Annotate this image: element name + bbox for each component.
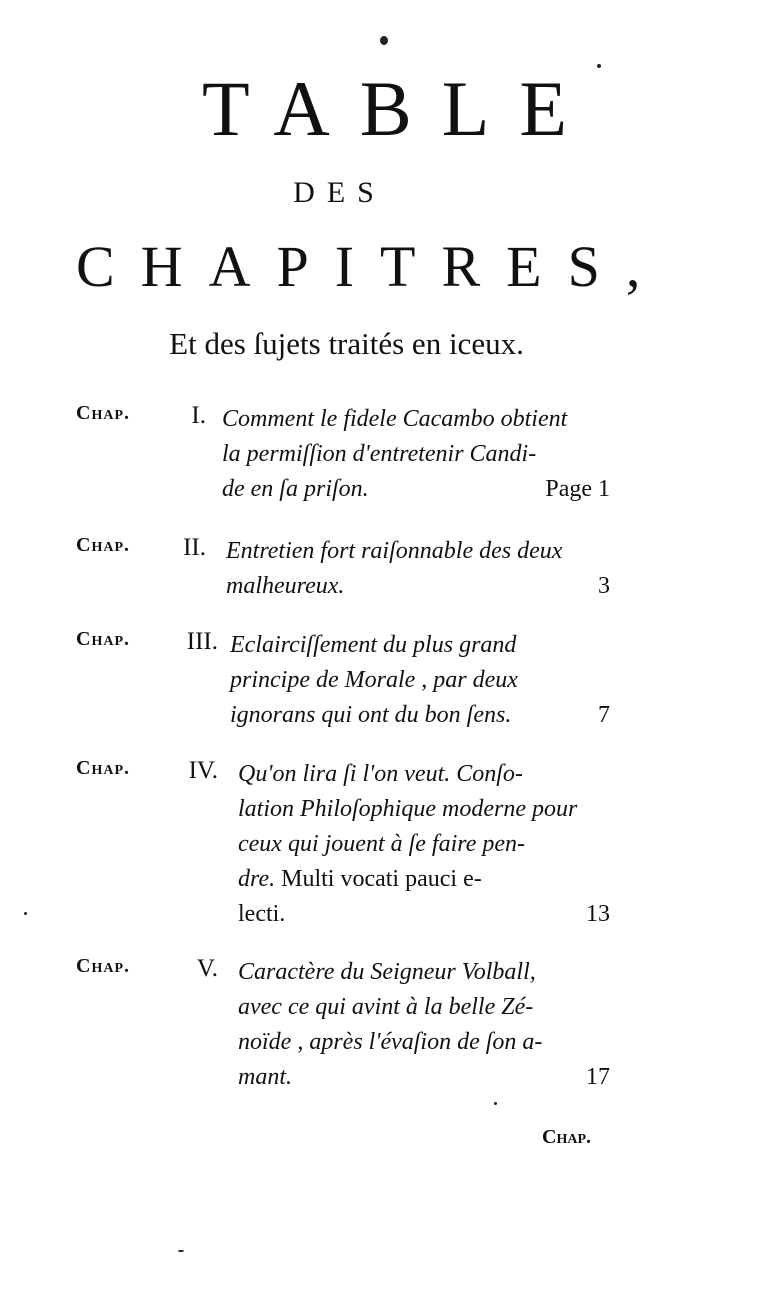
summary-line: dre. Multi vocati pauci e- <box>238 866 482 892</box>
chapter-number: II. <box>183 534 206 561</box>
summary-line: malheureux. 3 <box>226 569 610 604</box>
chapter-summary <box>222 402 610 507</box>
summary-line: ignorans qui ont du bon ſens. 7 <box>230 698 610 733</box>
page-reference: 7 <box>598 702 610 728</box>
summary-line: Caractère du Seigneur Volball, <box>238 959 536 985</box>
ink-speck <box>24 912 27 915</box>
chapter-number: IV. <box>188 757 218 784</box>
catchword: Chap. <box>542 1126 591 1148</box>
summary-line: Eclairciſſement du plus grand <box>230 632 517 658</box>
summary-line: la permiſſion d'entretenir Candi- <box>222 441 537 467</box>
summary-line: de en ſa priſon. Page 1 <box>222 472 610 507</box>
chapter-summary <box>226 534 610 604</box>
ink-speck <box>380 36 388 45</box>
page-reference: 17 <box>586 1064 610 1090</box>
summary-line: mant. 17 <box>238 1060 610 1095</box>
summary-line: Entretien fort raiſonnable des deux <box>226 538 563 564</box>
chapter-label: Chap. <box>76 534 130 556</box>
summary-line <box>238 897 610 932</box>
ink-speck <box>494 1102 497 1105</box>
page-reference: 3 <box>598 573 610 599</box>
page-title: TABLE <box>201 65 598 152</box>
title-chapitres: CHAPITRES, <box>76 234 667 299</box>
summary-line: ceux qui jouent à ſe faire pen- <box>238 831 526 857</box>
chapter-summary <box>238 955 610 1095</box>
summary-line: noïde , après l'évaſion de ſon a- <box>238 1029 543 1055</box>
chapter-summary <box>238 757 610 932</box>
ink-speck <box>597 64 601 68</box>
page-reference: Page 1 <box>545 476 610 502</box>
page-reference: 13 <box>586 901 610 927</box>
summary-line: avec ce qui avint à la belle Zé- <box>238 994 534 1020</box>
chapter-number: V. <box>196 955 218 982</box>
title-des: DES <box>293 176 386 209</box>
summary-line: Qu'on lira ſi l'on veut. Conſo- <box>238 761 523 787</box>
summary-line: lation Philoſophique moderne pour <box>238 796 578 822</box>
chapter-label: Chap. <box>76 757 130 779</box>
page-subtitle: Et des ſujets traités en iceux. <box>169 326 524 361</box>
chapter-summary <box>230 628 610 733</box>
chapter-label: Chap. <box>76 955 130 977</box>
chapter-label: Chap. <box>76 402 130 424</box>
chapter-number: III. <box>186 628 218 655</box>
summary-line: principe de Morale , par deux <box>230 667 518 693</box>
chapter-number: I. <box>191 402 206 429</box>
latin-phrase: Multi vocati pauci e- <box>281 866 482 892</box>
summary-line: Comment le fidele Cacambo obtient <box>222 406 568 432</box>
ink-speck <box>178 1250 184 1252</box>
latin-phrase: lecti. <box>238 901 286 927</box>
chapter-label: Chap. <box>76 628 130 650</box>
